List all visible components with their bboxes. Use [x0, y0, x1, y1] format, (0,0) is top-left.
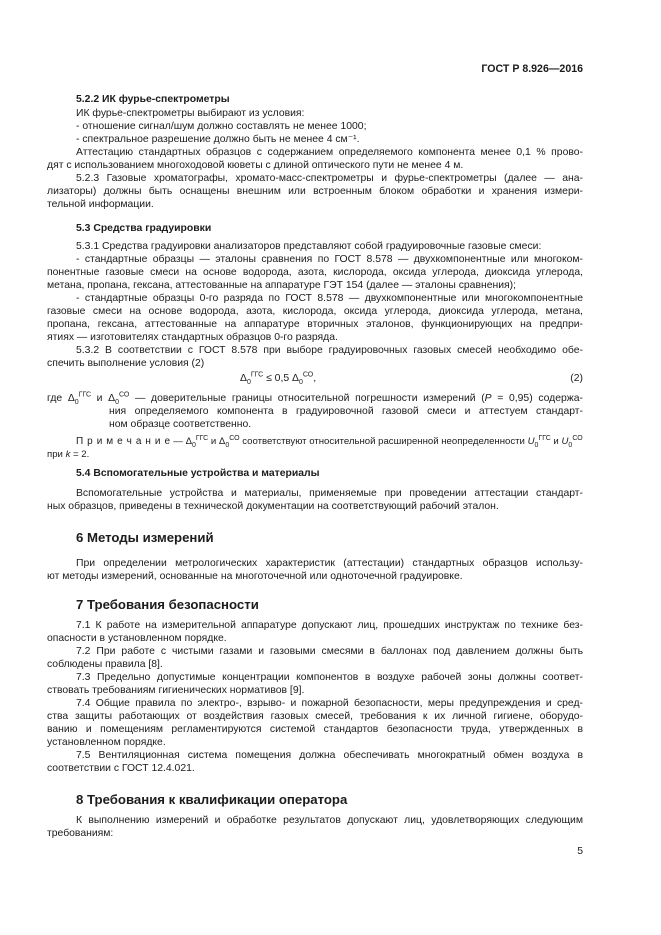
where-line: где $\Delta_0^{ГГС}$ и $\Delta_0^{СО}$ — доверительные границы относительной погрешности измерений (P = 0,95) содержа-	[47, 391, 583, 407]
where-line: ном образце соответственно.	[109, 419, 252, 430]
note-line: при k = 2.	[47, 449, 90, 460]
text-line: понентные газовые смеси на основе водорода, азота, кислорода, оксида углерода, диоксида углерода,	[47, 267, 583, 278]
text-line: К выполнению измерений и обработке результатов допускают лиц, удовлетворяющих следующим	[76, 815, 583, 826]
text-line: метана, пропана, гексана, аттестованные на аппаратуре ГЭТ 154 (далее — эталоны сравнения);	[47, 280, 517, 291]
text-line: лизаторы) должны быть оснащены внешним или встроенным блоком обработки и хранения измери-	[47, 186, 583, 197]
text-line: соответствии с ГОСТ 12.4.021.	[47, 763, 195, 774]
text-line: ют методы измерений, основанные на многоточечной или одноточечной градуировке.	[47, 571, 463, 582]
equation-number: (2)	[570, 373, 583, 384]
formula-2: $\Delta_0^{ГГС} \le 0,5$ $\Delta_0^{СО}$,	[240, 371, 317, 387]
text-line: ства защиты работающих от воздействия газовых смесей, требования к их личной гигиене, оборудо-	[47, 711, 583, 722]
text-line: 5.3.1 Средства градуировки анализаторов представляют собой градуировочные газовые смеси:	[76, 241, 542, 252]
text-line: 7.2 При работе с чистыми газами и газовыми смесями в баллонах под давлением должны быть	[76, 646, 583, 657]
text-line: ванию и помещениям регламентируются системой стандартов безопасности труда, утвержденных в	[47, 724, 583, 735]
text-line: 5.3.2 В соответствии с ГОСТ 8.578 при выборе градуировочных газовых смесей необходимо обе-	[76, 345, 583, 356]
section-title-6: 6 Методы измерений	[76, 530, 214, 545]
text-line: ствовать требованиям гигиенических нормативов [9].	[47, 685, 305, 696]
subsection-title-5-3: 5.3 Средства градуировки	[76, 223, 212, 234]
where-line: ния определяемого компонента в градуировочной газовой смеси и аттестуем стандарт-	[109, 406, 583, 417]
text-line: ИК фурье-спектрометры выбирают из условия:	[76, 108, 305, 119]
text-line: пропана, гексана, аттестованные на аппаратуре вторичных эталонов, функционирующих на предпри-	[47, 319, 583, 330]
text-line: установленном порядке.	[47, 737, 166, 748]
text-line: спечить выполнение условия (2)	[47, 358, 205, 369]
text-line: 5.2.3 Газовые хроматографы, хромато-масс-спектрометры и фурье-спектрометры (далее — ана-	[76, 173, 583, 184]
text-line: Вспомогательные устройства и материалы, применяемые при проведении аттестации стандарт-	[76, 488, 583, 499]
page-number: 5	[577, 846, 583, 857]
text-line: ных образцов, приведены в технической документации на соответствующий рабочий эталон.	[47, 501, 499, 512]
subsection-title-5-2-2: 5.2.2 ИК фурье-спектрометры	[76, 94, 230, 105]
section-title-8: 8 Требования к квалификации оператора	[76, 792, 348, 807]
text-line: ятиях — изготовителях стандартных образцов 0-го разряда.	[47, 332, 338, 343]
text-line: 7.3 Предельно допустимые концентрации компонентов в воздухе рабочей зоны должны соответ-	[76, 672, 583, 683]
text-line: тельной информации.	[47, 199, 154, 210]
document-header: ГОСТ Р 8.926—2016	[481, 63, 583, 75]
list-item: - отношение сигнал/шум должно составлять не менее 1000;	[76, 121, 367, 132]
text-line: опасности в установленном порядке.	[47, 633, 227, 644]
text-line: 7.5 Вентиляционная система помещения должна обеспечивать многократный обмен воздуха в	[76, 750, 583, 761]
list-item: - стандартные образцы 0-го разряда по ГОСТ 8.578 — двухкомпонентные или многокомпонентные	[76, 293, 583, 304]
list-item: - спектральное разрешение должно быть не менее 4 см⁻¹.	[76, 134, 360, 145]
text-line: 7.4 Общие правила по электро-, взрыво- и пожарной безопасности, меры предупреждения и сред-	[76, 698, 583, 709]
text-line: Аттестацию стандартных образцов с содержанием определяемого компонента менее 0,1 % прово-	[76, 147, 583, 158]
note-line: П р и м е ч а н и е — $\Delta_0^{ГГС}$ и $\Delta_0^{СО}$ соответствуют относительной расширенной неопределенности $U_0^{ГГС}$ и $U_0^{СО}$	[76, 434, 583, 449]
list-item: - стандартные образцы — эталоны сравнения по ГОСТ 8.578 — двухкомпонентные или многоком-	[76, 254, 583, 265]
text-line: соблюдены правила [8].	[47, 659, 163, 670]
text-line: газовые смеси на основе водорода, азота, кислорода, оксида углерода, диоксида углерода, метана,	[47, 306, 583, 317]
section-title-7: 7 Требования безопасности	[76, 597, 259, 612]
text-line: дят с использованием многоходовой кюветы с длиной оптического пути не менее 4 м.	[47, 160, 464, 171]
text-line: 7.1 К работе на измерительной аппаратуре допускают лиц, прошедших инструктаж по технике без-	[76, 620, 583, 631]
text-line: требованиям:	[47, 828, 114, 839]
subsection-title-5-4: 5.4 Вспомогательные устройства и материалы	[76, 468, 320, 479]
text-line: При определении метрологических характеристик (аттестации) стандартных образцов использу-	[76, 558, 583, 569]
